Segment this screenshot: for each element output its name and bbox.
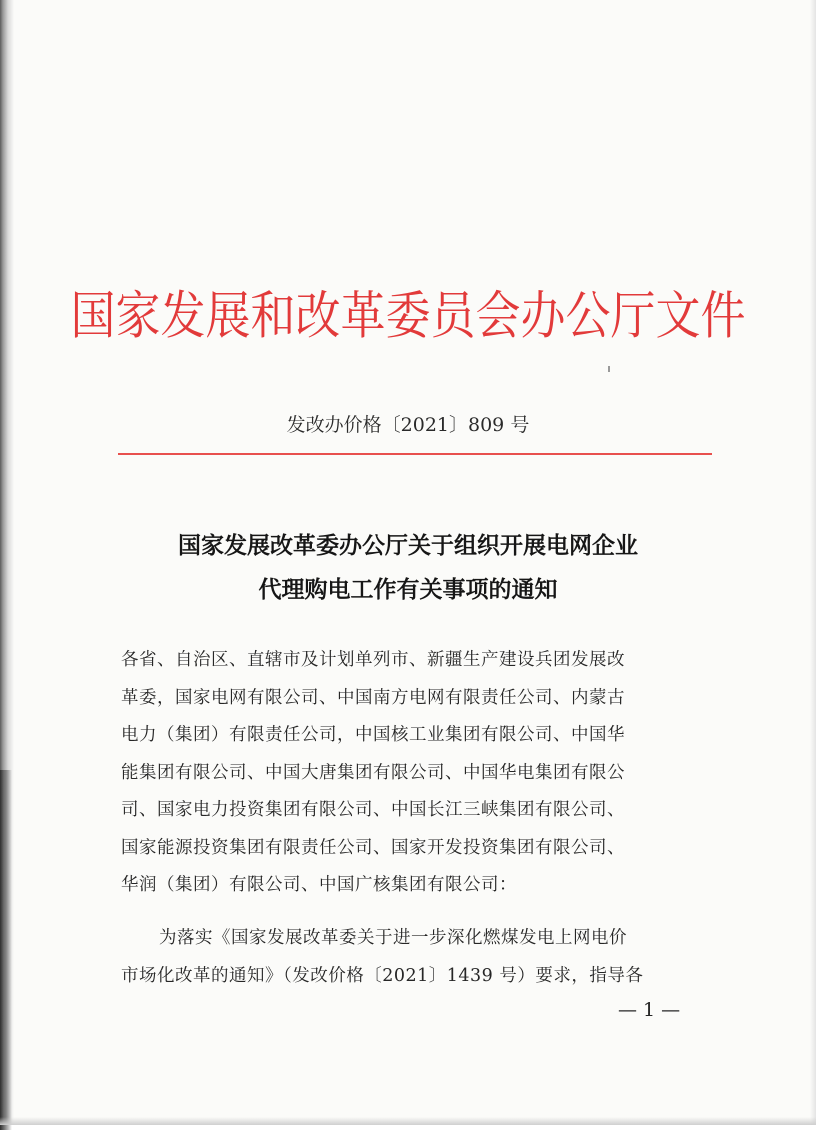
document-number: 发改办价格〔2021〕809 号 — [286, 414, 530, 436]
addressee-block — [121, 642, 697, 905]
body-line: 市场化改革的通知》（发改价格〔2021〕1439 号）要求，指导各 — [121, 965, 644, 986]
scan-speck — [608, 366, 610, 372]
document-title — [120, 524, 696, 612]
addressee-line: 能集团有限公司、中国大唐集团有限公司、中国华电集团有限公 — [121, 762, 625, 783]
scan-shadow-bottom — [0, 1117, 816, 1125]
scan-shadow-left-dark — [0, 770, 12, 1130]
body-paragraph — [121, 920, 697, 995]
addressee-line: 各省、自治区、直辖市及计划单列市、新疆生产建设兵团发展改 — [121, 650, 625, 670]
body-line: 为落实《国家发展改革委关于进一步深化燃煤发电上网电价 — [159, 928, 627, 948]
addressee-line: 革委，国家电网有限公司、中国南方电网有限责任公司、内蒙古 — [121, 687, 625, 708]
addressee-line: 华润（集团）有限公司、中国广核集团有限公司： — [121, 875, 517, 895]
addressee-line: 司、国家电力投资集团有限公司、中国长江三峡集团有限公司、 — [121, 800, 625, 820]
document-masthead: 国家发展和改革委员会办公厅文件 — [70, 285, 746, 347]
document-title-line-1: 国家发展改革委办公厅关于组织开展电网企业 — [178, 533, 638, 559]
document-title-line-2: 代理购电工作有关事项的通知 — [258, 577, 558, 603]
red-separator-line — [118, 453, 712, 455]
scan-shadow-right — [810, 0, 816, 1125]
addressee-line: 国家能源投资集团有限责任公司、国家开发投资集团有限公司、 — [121, 837, 625, 858]
addressee-line: 电力（集团）有限责任公司，中国核工业集团有限公司、中国华 — [121, 725, 625, 745]
page-number: — 1 — — [618, 999, 681, 1021]
